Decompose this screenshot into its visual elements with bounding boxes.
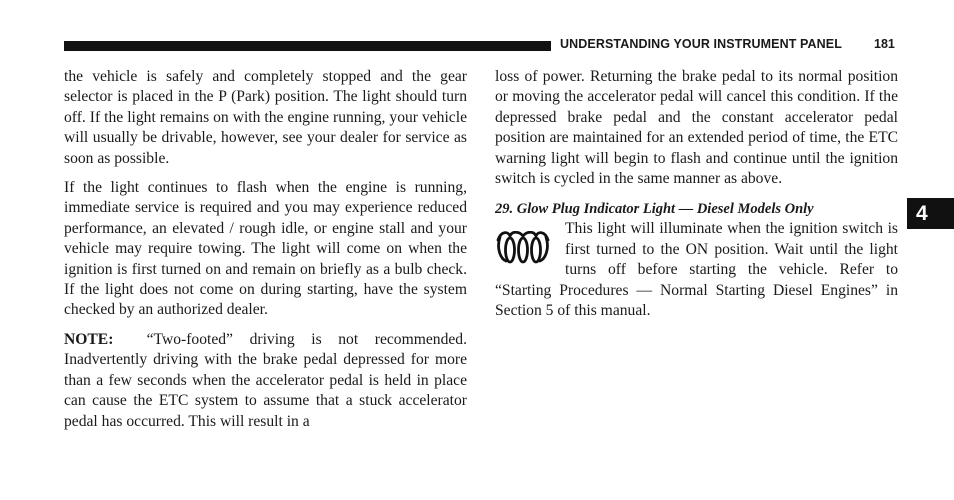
page-number: 181 (874, 37, 895, 51)
right-column (495, 67, 898, 321)
left-column (64, 67, 467, 441)
section-text: This light will illuminate when the ignition switch is first turned to the ON position. Wait until the light turns off before starting the vehicle. Refer to “Starting Procedures — Normal Starting Diesel Engines” in Section 5 of this manual. (495, 220, 898, 320)
note-text: “Two-footed” driving is not recommended. Inadvertently driving with the brake pedal depressed for more than a few seconds when the accelerator pedal is held in place can cause the ETC system to assume that a stuck accelerator pedal has occurred. This will result in a (64, 330, 467, 430)
note-label: NOTE: (64, 330, 114, 348)
body-paragraph: loss of power. Returning the brake pedal to its normal position or moving the accelerator pedal will cancel this condition. If the depressed brake pedal and the constant accelerator pedal position are maintained for an extended period of time, the ETC warning light will begin to flash and continue until the ignition switch is cycled in the same manner as above. (495, 68, 898, 188)
body-paragraph: If the light continues to flash when the engine is running, immediate service is required and you may experience reduced performance, an elevated / rough idle, or engine stall and your vehicle may require towing. The light will come on when the ignition is first turned on and remain on briefly as a bulb check. If the light does not come on during starting, have the system checked by an authorized dealer. (64, 179, 467, 319)
glow-plug-section (495, 219, 898, 321)
chapter-thumb-tab: 4 (907, 198, 954, 229)
running-header-title: UNDERSTANDING YOUR INSTRUMENT PANEL (560, 37, 842, 51)
section-heading: 29. Glow Plug Indicator Light — Diesel Models Only (495, 201, 814, 218)
body-paragraph: the vehicle is safely and completely stopped and the gear selector is placed in the P (Park) position. The light should turn off. If the light remains on with the engine running, your vehicle will usually be drivable, however, see your dealer for service as soon as possible. (64, 68, 467, 167)
note-paragraph (64, 330, 467, 432)
header-rule (64, 41, 551, 51)
glow-plug-icon (495, 231, 551, 271)
